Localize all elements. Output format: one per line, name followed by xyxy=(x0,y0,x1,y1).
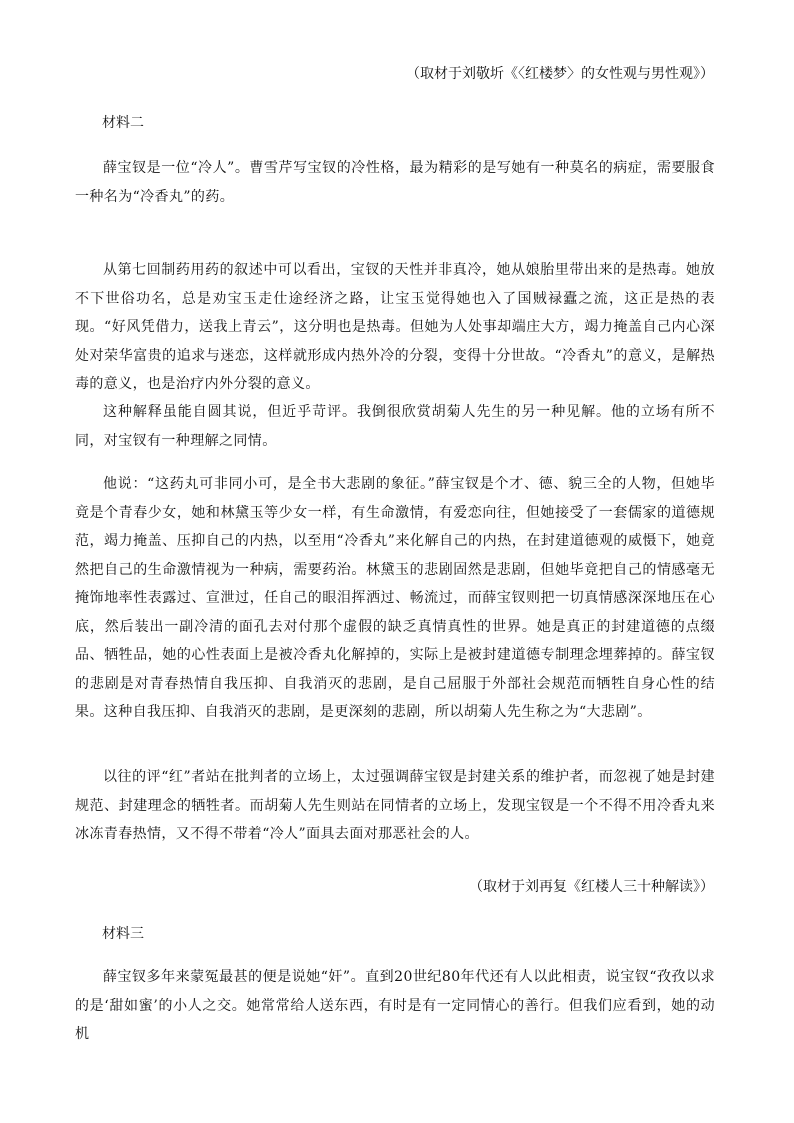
section-heading-material-2: 材料二 xyxy=(102,115,144,131)
paragraph: 他说：“这药丸可非同小可，是全书大悲剧的象征。”薛宝钗是个才、德、貌三全的人物，但她毕竟是个青春少女，她和林黛玉等少女一样，有生命激情，有爱恋向往，但她接受了一套儒家的道德规范，竭力掩盖、压抑自己的内热，以至用“冷香丸”来化解自己的内热，在封建道德观的威慑下，她竟然把自己的生命激情视为一种病，需要药治。林黛玉的悲剧固然是悲剧，但她毕竟把自己的情感毫无掩饰地率性表露过、宣泄过，任自己的眼泪挥洒过、畅流过，而薛宝钗则把一切真情感深深地压在心底，然后装出一副冷清的面孔去对付那个虚假的缺乏真情真性的世界。她是真正的封建道德的点缀品、牺牲品，她的心性表面上是被冷香丸化解掉的，实际上是被封建道德专制理念埋葬掉的。薛宝钗的悲剧是对青春热情自我压抑、自我消灭的悲剧，是自己屈服于外部社会规范而牺牲自身心性的结果。这种自我压抑、自我消灭的悲剧，是更深刻的悲剧，所以胡菊人先生称之为“大悲剧”。 xyxy=(75,476,715,720)
paragraph: 薛宝钗多年来蒙冤最甚的便是说她“奸”。直到20世纪80年代还有人以此相责，说宝钗“孜孜以求的是‘甜如蜜’的小人之交。她常常给人送东西，有时是有一定同情心的善行。但我们应看到，她的动机 xyxy=(75,969,715,1042)
source-citation-1: （取材于刘敬圻《〈红楼梦〉的女性观与男性观》） xyxy=(406,66,714,82)
paragraph: 以往的评“红”者站在批判者的立场上，太过强调薛宝钗是封建关系的维护者，而忽视了她是封建规范、封建理念的牺牲者。而胡菊人先生则站在同情者的立场上，发现宝钗是一个不得不用冷香丸来冰冻青春热情，又不得不带着“冷人”面具去面对那恶社会的人。 xyxy=(75,769,715,842)
paragraph: 薛宝钗是一位“冷人”。曹雪芹写宝钗的冷性格，最为精彩的是写她有一种莫名的病症，需要服食一种名为“冷香丸”的药。 xyxy=(75,160,715,205)
source-citation-2: （取材于刘再复《红楼人三十种解读》） xyxy=(469,879,714,895)
paragraph: 从第七回制药用药的叙述中可以看出，宝钗的天性并非真冷，她从娘胎里带出来的是热毒。她放不下世俗功名，总是劝宝玉走仕途经济之路，让宝玉觉得她也入了国贼禄蠹之流，这正是热的表现。“好风凭借力，送我上青云”，这分明也是热毒。但她为人处事却端庄大方，竭力掩盖自己内心深处对荣华富贵的追求与迷恋，这样就形成内热外冷的分裂，变得十分世故。“冷香丸”的意义，是解热毒的意义，也是治疗内外分裂的意义。 xyxy=(75,262,715,392)
section-heading-material-3: 材料三 xyxy=(102,926,144,942)
paragraph: 这种解释虽能自圆其说，但近乎苛评。我倒很欣赏胡菊人先生的另一种见解。他的立场有所不同，对宝钗有一种理解之同情。 xyxy=(75,404,715,449)
